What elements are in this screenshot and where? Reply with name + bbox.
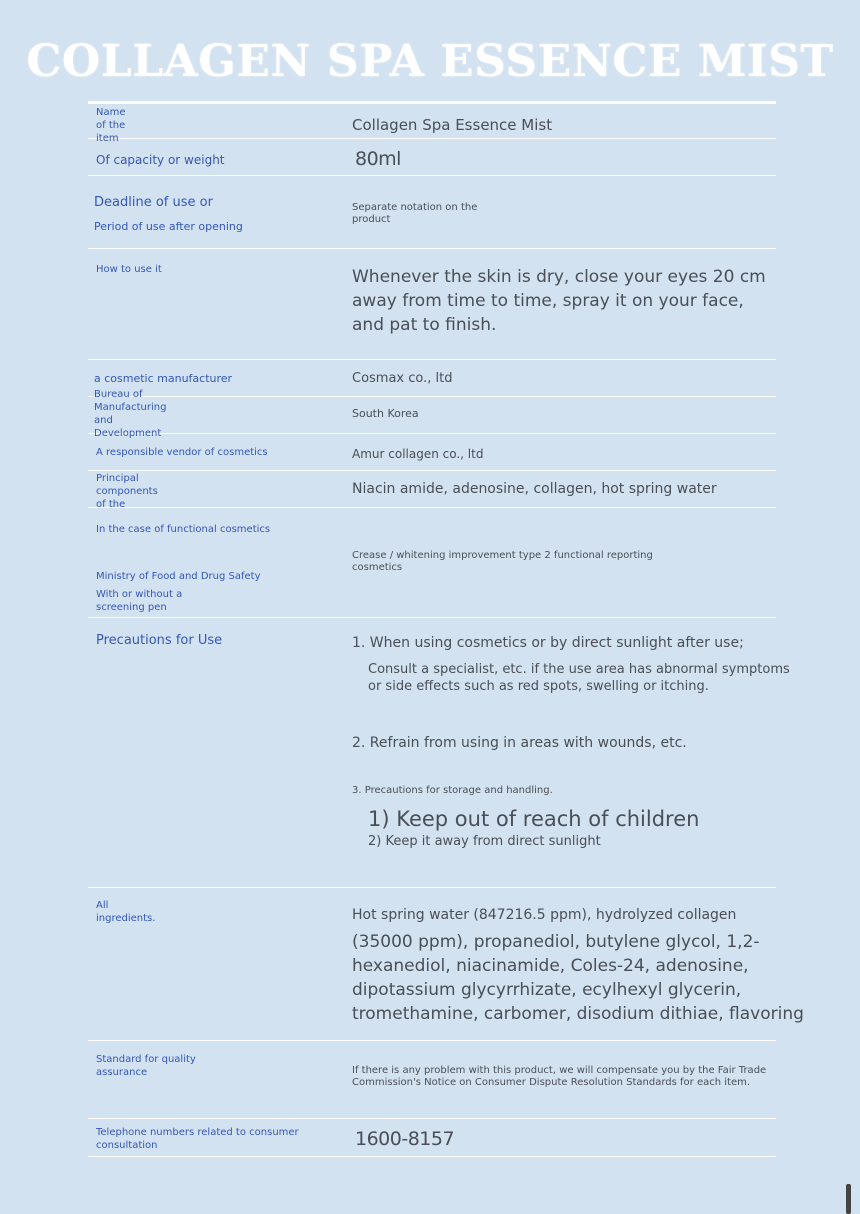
- quality-label: Standard for quality assurance: [96, 1054, 196, 1078]
- title-divider: [88, 101, 776, 104]
- precaution-item-3-1: 1) Keep out of reach of children: [368, 807, 700, 831]
- deadline-value: Separate notation on the product: [352, 202, 478, 225]
- precaution-item-2: 2. Refrain from using in areas with wounds, etc.: [352, 735, 687, 751]
- row-divider: [88, 507, 776, 508]
- precaution-item-1: 1. When using cosmetics or by direct sunlight after use;: [352, 635, 744, 651]
- precaution-item-1-detail: Consult a specialist, etc. if the use area has abnormal symptoms or side effects such as red spots, swelling or itching.: [368, 662, 790, 694]
- deadline-label: Deadline of use or: [94, 195, 213, 210]
- components-value: Niacin amide, adenosine, collagen, hot spring water: [352, 481, 717, 497]
- components-label: Principal components of the: [96, 473, 158, 510]
- precaution-item-3-2: 2) Keep it away from direct sunlight: [368, 834, 601, 849]
- bureau-value: South Korea: [352, 407, 419, 420]
- ministry-label: Ministry of Food and Drug Safety: [96, 571, 261, 582]
- how-to-use-label: How to use it: [96, 264, 162, 275]
- row-divider: [88, 470, 776, 471]
- capacity-label: Of capacity or weight: [96, 153, 225, 167]
- manufacturer-value: Cosmax co., ltd: [352, 371, 453, 386]
- row-divider: [88, 359, 776, 360]
- row-divider: [88, 175, 776, 176]
- bureau-label: Bureau of Manufacturing and Development: [94, 389, 167, 439]
- ingredients-value-first: Hot spring water (847216.5 ppm), hydrolyzed collagen: [352, 907, 737, 923]
- row-divider: [88, 887, 776, 888]
- name-label: Name of the item: [96, 107, 126, 144]
- precautions-label: Precautions for Use: [96, 633, 223, 648]
- vendor-value: Amur collagen co., ltd: [352, 447, 484, 461]
- manufacturer-label: a cosmetic manufacturer: [94, 372, 233, 385]
- row-divider: [88, 1156, 776, 1157]
- telephone-value: 1600-8157: [355, 1128, 455, 1150]
- name-value: Collagen Spa Essence Mist: [352, 116, 553, 134]
- row-divider: [88, 433, 776, 434]
- scrollbar-thumb[interactable]: [846, 1184, 851, 1214]
- row-divider: [88, 1040, 776, 1041]
- ingredients-value: (35000 ppm), propanediol, butylene glycol, 1,2- hexanediol, niacinamide, Coles-24, adenosine, dipotassium glycyrrhizate, ecylhexyl glycerin, tromethamine, carbomer, disodium dithiae, flavoring: [352, 932, 804, 1024]
- telephone-label: Telephone numbers related to consumer consultation: [96, 1127, 299, 1151]
- functional-value: Crease / whitening improvement type 2 functional reporting cosmetics: [352, 550, 653, 573]
- row-divider: [88, 396, 776, 397]
- capacity-value: 80ml: [355, 148, 401, 170]
- page-title: COLLAGEN SPA ESSENCE MIST: [26, 36, 834, 87]
- vendor-label: A responsible vendor of cosmetics: [96, 447, 268, 458]
- quality-value: If there is any problem with this product, we will compensate you by the Fair Trade Commission's Notice on Consumer Dispute Resolution Standards for each item.: [352, 1065, 767, 1088]
- row-divider: [88, 138, 776, 139]
- how-to-use-value: Whenever the skin is dry, close your eyes 20 cm away from time to time, spray it on your face, and pat to finish.: [352, 267, 766, 335]
- row-divider: [88, 248, 776, 249]
- functional-label: In the case of functional cosmetics: [96, 524, 271, 535]
- screening-label: With or without a screening pen: [96, 589, 183, 613]
- ingredients-label: All ingredients.: [96, 900, 156, 924]
- precaution-item-3: 3. Precautions for storage and handling.: [352, 785, 553, 796]
- row-divider: [88, 1118, 776, 1119]
- row-divider: [88, 617, 776, 618]
- deadline-sublabel: Period of use after opening: [94, 220, 243, 233]
